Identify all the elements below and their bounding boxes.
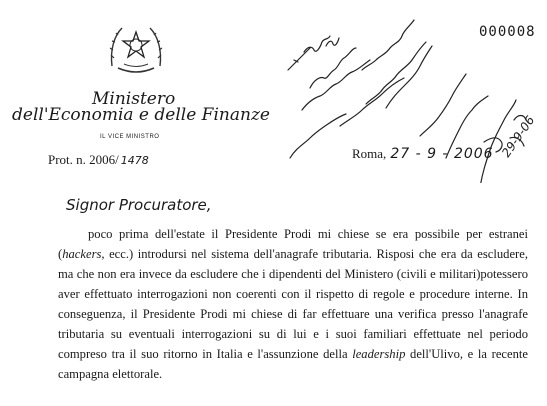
- signature-date: 29-9-06: [498, 113, 538, 160]
- salutation: Signor Procuratore,: [66, 196, 212, 214]
- letter-body: [58, 224, 528, 384]
- body-segment-italic: hackers: [62, 247, 102, 261]
- ministry-name-line2: dell'Economia e delle Finanze: [12, 105, 270, 125]
- handwritten-date: 27 - 9 - 2006: [390, 146, 494, 162]
- protocol-label: Prot. n. 2006/: [48, 152, 119, 167]
- italian-republic-emblem-icon: [108, 20, 164, 78]
- ministry-name-line1: Ministero: [92, 89, 176, 109]
- place-and-date: [352, 146, 494, 162]
- serial-number-stamp: 000008: [479, 24, 536, 40]
- body-segment-italic: leadership: [352, 347, 406, 361]
- place: Roma,: [352, 146, 387, 161]
- protocol-handwritten-number: 1478: [120, 154, 149, 167]
- body-segment: poco prima dell'estate il Presidente Prodi mi chiese se era possibile per estranei (: [58, 227, 528, 261]
- body-segment: , ecc.) introdursi nel sistema dell'anagrafe tributaria. Risposi che era da escludere, ma che non era invece da escludere che i dipendenti del Ministero (civili e militari)potessero aver effettuato interrogazioni non coerenti con il rispetto di regole e procedure interne. In conseguenza, il Presidente Prodi mi chiese di far effettuare una verifica presso l'anagrafe tributaria su eventuali interrogazioni su di lui e i suoi familiari effettuate nel periodo compreso tra il suo ritorno in Italia e l'assunzione della: [58, 247, 528, 361]
- body-segment: dell'Ulivo, e la recente campagna elettorale.: [58, 347, 528, 381]
- office-title: IL VICE MINISTRO: [100, 134, 160, 140]
- protocol-number: [48, 152, 149, 168]
